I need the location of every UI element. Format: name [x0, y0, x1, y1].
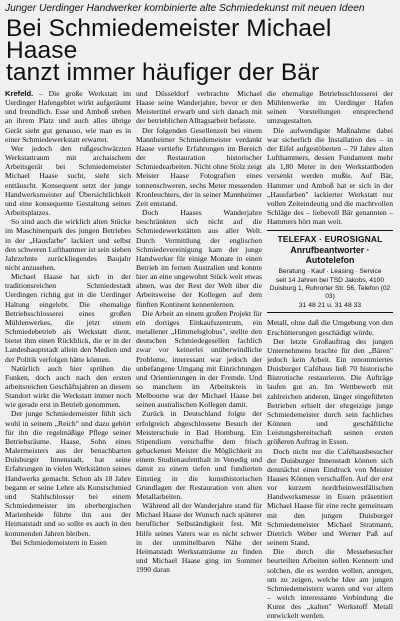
- paragraph: Der letzte Großauftrag des jungen Unternehmens brachte für den „Bären" jedoch kein Arbeit. Ein renommiertes Duisburger Caféhaus ließ 70 historische Bistrotische restaurieren. Die Aufträge laufen gut an. Im Wettbewerb mit zahlreichen anderen, länger eingeführten Betrieben erhielt der ehrgeizige junge Schmiedemeister durch sein fachliches Können und geschäftliche Leistungsbereitschaft seinen ersten größeren Auftrag in Essen.: [267, 336, 393, 447]
- headline-line-2: tanzt immer häufiger der Bär: [6, 59, 320, 86]
- ad-phone: 31 48 21 u. 31 48 33: [298, 302, 362, 310]
- paragraph: Der junge Schmiedemeister fühlt sich wohl in seinem „Reich" und dazu gehört für ihn die regelmäßige Pflege seiner Betriebsräume. Haase, Sohn eines Malermeisters aus der benachbarten Duisburger Innenstadt, hat seine Erfahrungen in vielen Werkstätten seines Handwerks gemacht. Schon als 18 Jahre begann er seine Lehre als Kunstschmied und Stahlschlosser bei einem Schmiedemeister im oberbergischen Marienheide führte ihn aus der Heimatstadt und so sollte es auch in den kommenden Jahren bleiben.: [5, 409, 131, 538]
- paragraph: Wer jedoch den rußgeschwärzten Werkstattraum mit archaischem Arbeitsgerät bei Schmiedemeister Michael Haase sucht, sieht sich enttäuscht. Konsequent setzt der junge Handwerksmeister auf Übersichtlichkeit und eine konsequente Gestaltung seines Arbeitsplatzes.: [5, 143, 131, 218]
- column-3: [267, 89, 393, 621]
- ad-headline: TELEFAX · EUROSIGNAL: [277, 234, 383, 245]
- column-1: [5, 89, 131, 621]
- paragraph: Bei Schmiedemeistern in Essen: [11, 537, 107, 547]
- paragraph: und Düsseldorf verbrachte Michael Haase seine Wanderjahre, bevor er den Meistertitel erwarb und sich danach mit der betrieblichen Alltagsarbeit befasste.: [136, 89, 262, 126]
- ad-address: seit 14 Jahren bei TSD Jakobs, 4100 Duisburg 1, Ruhrorter Str. 56, Telefon (02 03): [269, 277, 391, 301]
- column-2: [136, 89, 262, 621]
- paragraph: Die durch die Messebesucher beurteilten Arbeiten sollen Kennern und solchen, die es werden wollen, anregen, um zu zeigen, welche Idee am jungen Schmiedemeistern waren und vor allem – welch interessante Verbindung die Kunst des „kalten" Werkstoff Metall entwickelt werden.: [267, 547, 393, 621]
- headline: [6, 15, 395, 86]
- paragraph: So sind auch die wirklich alten Stücke im Maschinenpark des jungen Betriebes in der „Hausfarbe" lackiert und selbst den schweren Lufthammer ist sein sieben Jahrzehnte zurückliegendes Baujahr nicht anzusehen.: [5, 217, 131, 272]
- advertisement-box: [267, 230, 393, 313]
- paragraph: [5, 89, 131, 144]
- paragraph: Doch nicht nur die Caféhausbesucher der Duisburger Innenstadt können sich demnächst einen Eindruck von Meister Haases Können verschaffen. Auf der erst vor kurzem nordrheinwestfälischen Handwerksmesse in Essen präsentiert Michael Haase für eine recht gemeinsam mit den jungen Duisburger Schmiedemeister Michael Stratmann, Dietrich Weber und Werner Paß auf seinem Stand.: [267, 446, 393, 548]
- ad-subheadline: Anrufbeantworter · Autotelefon: [290, 245, 370, 266]
- paragraph: Michael Haase hat sich in der traditionsreichen Schmiedestadt Uerdingen richtig gut in die Uerdinger Haltung eingelebt. Die ehemalige Betriebsschlosserei eines großen Mühlenwerkes, die jetzt einem Schmiedebetrieb als Werkstatt dient, bietet ihm einen Rückblick, die er in der Landeshauptstadt allein den Medien und der Politik verfolgen hätte können.: [5, 272, 131, 364]
- paragraph: Der folgenden Gesellenzeit bei einem Mannheimer Schmiedemeister verdankt Haase vertiefte Erfahrungen im Bereich der Restauration historischer Schmiedearbeiten. Nicht ohne Stolz zeigt Meister Haase Fotografien eines tonnenschweren, sechs Meter messenden Kronleuchters, der in seiner Mannheimer Zeit entstand.: [136, 125, 262, 208]
- paragraph: Die Arbeit an einem großen Projekt für ein dortiges Einkaufszentrum, ein metallener „Himmelsglobus", stellte den deutschen Schmiedegesellen fachlich zwar vor keinerlei unüberwindliche Probleme, interessant war jedoch der unbefangene Umgang mit Einrichtungen und Orientierungen in der Fremde. Und so manchem im Arbeitskreis in Melbourne war der Michael Haase bei seinen australischen Kollegen damit.: [136, 308, 262, 410]
- dateline: Krefeld.: [5, 89, 34, 98]
- paragraph: die ehemalige Betriebsschlosserei der Mühlenwerke im Uerdinger Hafen seinen Vorstellungen entsprechend umzugestalten.: [267, 89, 393, 126]
- paragraph-text: – Die große Werkstatt im Uerdinger Hafengebiet wirkt aufgeräumt und freundlich. Esse und Amboß stehen an ihrem Platz und auch alles übrige Gerät sieht gut genauso, wie man es in einer Schmiedewerkstatt erwartet.: [5, 89, 131, 144]
- paragraph: Die aufwendigste Maßnahme dabei war sicherlich die Installation des – in der Eifel aufgestöberten – 70 Jahre alten Lufthammers, dessen Fundament mehr als 1,80 Meter in den Werkstattboden versenkt werden mußte. Auf Bär, Hammer und Amboß hat er sich in der „Hausfarben" lackierter Werkstatt nur vollen Zeiteindeutig und die machtvollen Schläge des – liebevoll Bär genannten – Hammers hört man weit.: [267, 125, 393, 227]
- headline-line-1: Bei Schmiedemeister Michael Haase: [6, 15, 332, 64]
- paragraph: Zurück in Deutschland folgte der erfolgreich abgeschlossene Besuch der Meisterschule in Bad Homburg. Ein Stipendium verschaffte dem frisch gebackenen Meister die Möglichkeit zu einem Studienaufenthalt in Venedig und damit zu einem tiefen und fundierten Einstieg in die kunsthistorischen Grundlagen der Restauration von alten Metallarbeiten.: [136, 409, 262, 501]
- kicker-line: Junger Uerdinger Handwerker kombinierte alte Schmiedekunst mit neuen Ideen: [5, 3, 365, 14]
- paragraph: Natürlich auch hier sprühen die Funken, doch auch nach den ersten arbeitsreichen Geschäftsjahren an diesem Standort wirkt die Werkstatt immer noch wie gerade erst in Betrieb genommen.: [5, 363, 131, 410]
- paragraph: Während all der Wanderjahre stand für Michael Haase der Wunsch nach späterer beruflicher Selbständigkeit fest. Mit Hilfe seines Vaters war es nicht schwer in der unmittelbaren Nähe der Heimatstadt Werkstatträume zu finden und Michael Haase ging im Sommer 1990 daran: [136, 501, 262, 575]
- paragraph: Doch Haases Wanderjahre beschränkten sich nicht auf die Schmiedewerkstätten aus aller Welt. Durch Vermittlung der englischen Schmiedevereinigung kam der junge Handwerker für einige Monate in einen Betrieb im fernen Australien und konnte hier an eine ungewohnt Stück weit etwas ahnen, was der Rest der Welt über die Arbeitsweise der Kollegen auf dem fünften Kontinent kennenlernen.: [136, 208, 262, 309]
- article-columns: [5, 89, 395, 621]
- ad-services: Beratung · Kauf · Leasing · Service: [278, 268, 382, 276]
- paragraph: Metall, ohne daß die Umgebung von den Erschütterungen geschädigt würde.: [267, 318, 393, 337]
